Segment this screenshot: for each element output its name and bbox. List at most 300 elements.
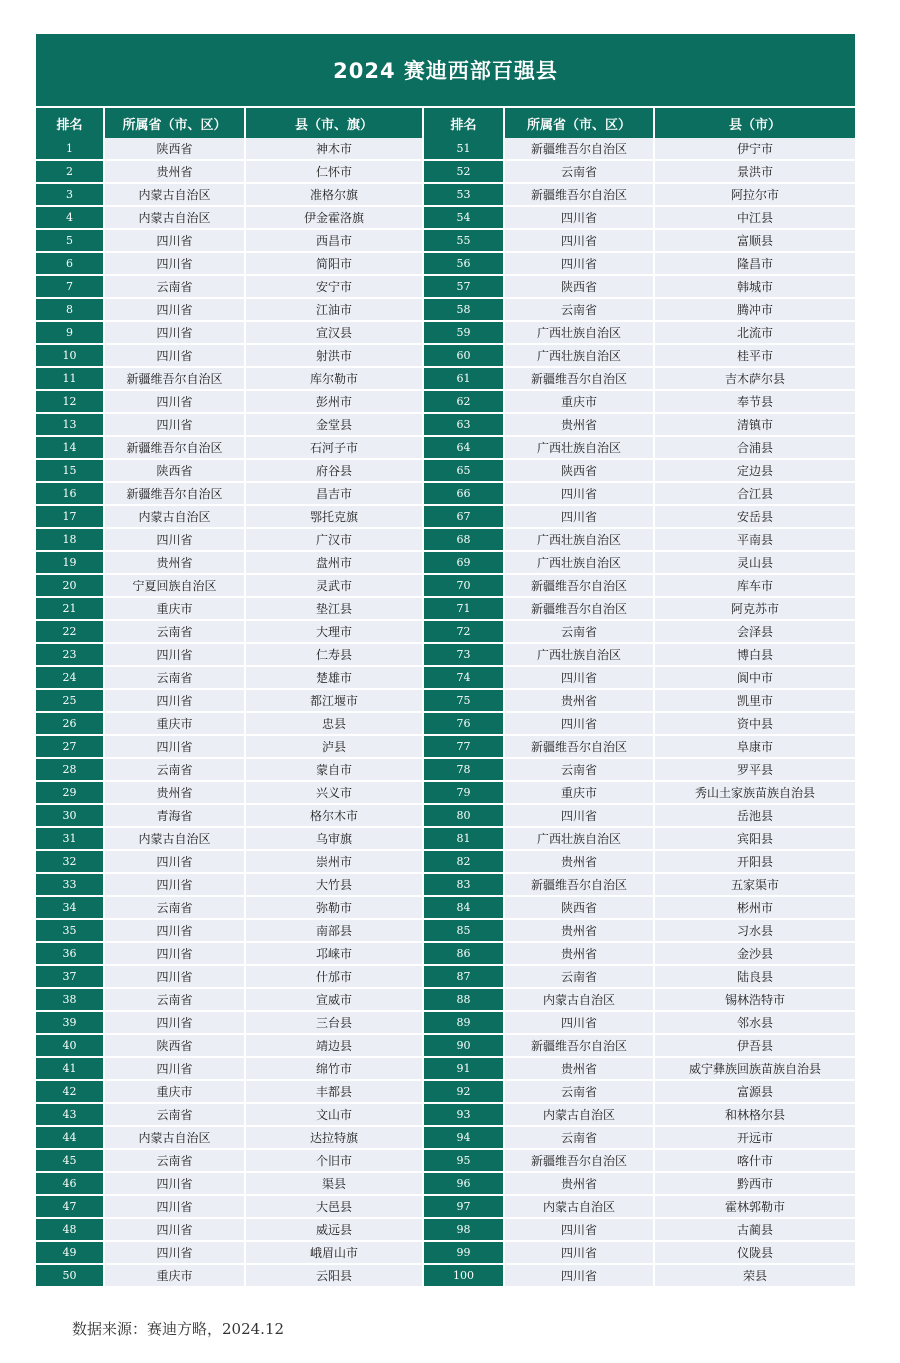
county-cell: 大理市 bbox=[245, 620, 423, 643]
county-cell: 开远市 bbox=[654, 1126, 855, 1149]
county-cell: 忠县 bbox=[245, 712, 423, 735]
province-cell: 云南省 bbox=[504, 298, 654, 321]
rank-cell: 85 bbox=[423, 919, 504, 942]
county-cell: 黔西市 bbox=[654, 1172, 855, 1195]
header-rank-left: 排名 bbox=[36, 108, 104, 138]
province-cell: 云南省 bbox=[504, 1126, 654, 1149]
rank-cell: 13 bbox=[36, 413, 104, 436]
table-row bbox=[36, 321, 855, 344]
rank-cell: 3 bbox=[36, 183, 104, 206]
province-cell: 贵州省 bbox=[504, 413, 654, 436]
rank-cell: 2 bbox=[36, 160, 104, 183]
county-cell: 会泽县 bbox=[654, 620, 855, 643]
rank-cell: 21 bbox=[36, 597, 104, 620]
rank-cell: 17 bbox=[36, 505, 104, 528]
province-cell: 陕西省 bbox=[104, 138, 245, 160]
rank-cell: 59 bbox=[423, 321, 504, 344]
rank-cell: 90 bbox=[423, 1034, 504, 1057]
rank-cell: 14 bbox=[36, 436, 104, 459]
rank-cell: 19 bbox=[36, 551, 104, 574]
county-cell: 安宁市 bbox=[245, 275, 423, 298]
rank-cell: 11 bbox=[36, 367, 104, 390]
table-row bbox=[36, 298, 855, 321]
county-cell: 习水县 bbox=[654, 919, 855, 942]
county-cell: 格尔木市 bbox=[245, 804, 423, 827]
rank-cell: 28 bbox=[36, 758, 104, 781]
province-cell: 贵州省 bbox=[504, 850, 654, 873]
table-header-row bbox=[36, 108, 855, 138]
county-cell: 锡林浩特市 bbox=[654, 988, 855, 1011]
rank-cell: 82 bbox=[423, 850, 504, 873]
county-cell: 韩城市 bbox=[654, 275, 855, 298]
table-row bbox=[36, 344, 855, 367]
county-cell: 蒙自市 bbox=[245, 758, 423, 781]
table-row bbox=[36, 804, 855, 827]
province-cell: 内蒙古自治区 bbox=[104, 206, 245, 229]
header-county-right: 县（市） bbox=[654, 108, 855, 138]
rank-cell: 26 bbox=[36, 712, 104, 735]
table-row bbox=[36, 1172, 855, 1195]
county-cell: 陆良县 bbox=[654, 965, 855, 988]
rank-cell: 42 bbox=[36, 1080, 104, 1103]
province-cell: 新疆维吾尔自治区 bbox=[104, 367, 245, 390]
province-cell: 新疆维吾尔自治区 bbox=[504, 597, 654, 620]
rank-cell: 48 bbox=[36, 1218, 104, 1241]
province-cell: 广西壮族自治区 bbox=[504, 551, 654, 574]
rank-cell: 29 bbox=[36, 781, 104, 804]
province-cell: 四川省 bbox=[104, 1057, 245, 1080]
county-cell: 五家渠市 bbox=[654, 873, 855, 896]
rank-cell: 51 bbox=[423, 138, 504, 160]
rank-cell: 46 bbox=[36, 1172, 104, 1195]
county-cell: 广汉市 bbox=[245, 528, 423, 551]
rank-cell: 68 bbox=[423, 528, 504, 551]
rank-cell: 76 bbox=[423, 712, 504, 735]
rank-cell: 64 bbox=[423, 436, 504, 459]
province-cell: 广西壮族自治区 bbox=[504, 528, 654, 551]
table-row bbox=[36, 758, 855, 781]
rank-cell: 7 bbox=[36, 275, 104, 298]
county-cell: 昌吉市 bbox=[245, 482, 423, 505]
rank-cell: 37 bbox=[36, 965, 104, 988]
county-cell: 邻水县 bbox=[654, 1011, 855, 1034]
rank-cell: 24 bbox=[36, 666, 104, 689]
province-cell: 四川省 bbox=[504, 229, 654, 252]
county-cell: 资中县 bbox=[654, 712, 855, 735]
rank-cell: 35 bbox=[36, 919, 104, 942]
province-cell: 内蒙古自治区 bbox=[504, 1103, 654, 1126]
rank-cell: 83 bbox=[423, 873, 504, 896]
county-cell: 博白县 bbox=[654, 643, 855, 666]
table-row bbox=[36, 1149, 855, 1172]
county-cell: 古蔺县 bbox=[654, 1218, 855, 1241]
rank-cell: 33 bbox=[36, 873, 104, 896]
province-cell: 四川省 bbox=[504, 804, 654, 827]
county-cell: 腾冲市 bbox=[654, 298, 855, 321]
county-cell: 阿克苏市 bbox=[654, 597, 855, 620]
county-cell: 乌审旗 bbox=[245, 827, 423, 850]
rank-cell: 66 bbox=[423, 482, 504, 505]
rank-cell: 36 bbox=[36, 942, 104, 965]
province-cell: 四川省 bbox=[504, 252, 654, 275]
table-row bbox=[36, 252, 855, 275]
province-cell: 云南省 bbox=[104, 1149, 245, 1172]
rank-cell: 86 bbox=[423, 942, 504, 965]
province-cell: 云南省 bbox=[104, 666, 245, 689]
province-cell: 贵州省 bbox=[104, 551, 245, 574]
county-cell: 兴义市 bbox=[245, 781, 423, 804]
ranking-table bbox=[36, 108, 855, 1288]
rank-cell: 40 bbox=[36, 1034, 104, 1057]
county-cell: 阜康市 bbox=[654, 735, 855, 758]
county-cell: 三台县 bbox=[245, 1011, 423, 1034]
province-cell: 新疆维吾尔自治区 bbox=[504, 735, 654, 758]
rank-cell: 39 bbox=[36, 1011, 104, 1034]
province-cell: 四川省 bbox=[104, 528, 245, 551]
county-cell: 彭州市 bbox=[245, 390, 423, 413]
province-cell: 四川省 bbox=[504, 666, 654, 689]
county-cell: 简阳市 bbox=[245, 252, 423, 275]
province-cell: 四川省 bbox=[104, 873, 245, 896]
county-cell: 宣威市 bbox=[245, 988, 423, 1011]
county-cell: 鄂托克旗 bbox=[245, 505, 423, 528]
rank-cell: 91 bbox=[423, 1057, 504, 1080]
rank-cell: 97 bbox=[423, 1195, 504, 1218]
province-cell: 四川省 bbox=[104, 1241, 245, 1264]
province-cell: 云南省 bbox=[504, 758, 654, 781]
rank-cell: 62 bbox=[423, 390, 504, 413]
county-cell: 宣汉县 bbox=[245, 321, 423, 344]
county-cell: 文山市 bbox=[245, 1103, 423, 1126]
county-cell: 威宁彝族回族苗族自治县 bbox=[654, 1057, 855, 1080]
rank-cell: 71 bbox=[423, 597, 504, 620]
county-cell: 岳池县 bbox=[654, 804, 855, 827]
table-row bbox=[36, 229, 855, 252]
table-row bbox=[36, 689, 855, 712]
rank-cell: 27 bbox=[36, 735, 104, 758]
province-cell: 四川省 bbox=[504, 206, 654, 229]
county-cell: 邛崃市 bbox=[245, 942, 423, 965]
table-row bbox=[36, 735, 855, 758]
province-cell: 四川省 bbox=[104, 735, 245, 758]
rank-cell: 77 bbox=[423, 735, 504, 758]
county-cell: 荣县 bbox=[654, 1264, 855, 1287]
province-cell: 四川省 bbox=[104, 689, 245, 712]
source-note: 数据来源：赛迪方略，2024.12 bbox=[72, 1320, 285, 1338]
province-cell: 内蒙古自治区 bbox=[104, 183, 245, 206]
county-cell: 神木市 bbox=[245, 138, 423, 160]
rank-cell: 72 bbox=[423, 620, 504, 643]
rank-cell: 65 bbox=[423, 459, 504, 482]
province-cell: 四川省 bbox=[504, 1218, 654, 1241]
table-row bbox=[36, 965, 855, 988]
table-row bbox=[36, 1057, 855, 1080]
county-cell: 达拉特旗 bbox=[245, 1126, 423, 1149]
county-cell: 吉木萨尔县 bbox=[654, 367, 855, 390]
province-cell: 四川省 bbox=[104, 1011, 245, 1034]
province-cell: 内蒙古自治区 bbox=[504, 988, 654, 1011]
table-row bbox=[36, 1126, 855, 1149]
county-cell: 罗平县 bbox=[654, 758, 855, 781]
province-cell: 云南省 bbox=[104, 1103, 245, 1126]
county-cell: 秀山土家族苗族自治县 bbox=[654, 781, 855, 804]
province-cell: 贵州省 bbox=[504, 689, 654, 712]
table-row bbox=[36, 988, 855, 1011]
province-cell: 四川省 bbox=[504, 1011, 654, 1034]
province-cell: 宁夏回族自治区 bbox=[104, 574, 245, 597]
province-cell: 重庆市 bbox=[104, 1264, 245, 1287]
table-row bbox=[36, 620, 855, 643]
county-cell: 灵武市 bbox=[245, 574, 423, 597]
rank-cell: 9 bbox=[36, 321, 104, 344]
province-cell: 四川省 bbox=[104, 965, 245, 988]
county-cell: 凯里市 bbox=[654, 689, 855, 712]
county-cell: 隆昌市 bbox=[654, 252, 855, 275]
table-row bbox=[36, 919, 855, 942]
rank-cell: 16 bbox=[36, 482, 104, 505]
table-row bbox=[36, 574, 855, 597]
rank-cell: 93 bbox=[423, 1103, 504, 1126]
table-row bbox=[36, 1103, 855, 1126]
county-cell: 绵竹市 bbox=[245, 1057, 423, 1080]
province-cell: 广西壮族自治区 bbox=[504, 827, 654, 850]
table-row bbox=[36, 160, 855, 183]
rank-cell: 50 bbox=[36, 1264, 104, 1287]
rank-cell: 94 bbox=[423, 1126, 504, 1149]
rank-cell: 25 bbox=[36, 689, 104, 712]
province-cell: 贵州省 bbox=[504, 1057, 654, 1080]
province-cell: 重庆市 bbox=[104, 712, 245, 735]
county-cell: 北流市 bbox=[654, 321, 855, 344]
table-row bbox=[36, 275, 855, 298]
county-cell: 喀什市 bbox=[654, 1149, 855, 1172]
table-row bbox=[36, 827, 855, 850]
province-cell: 广西壮族自治区 bbox=[504, 344, 654, 367]
county-cell: 仁怀市 bbox=[245, 160, 423, 183]
rank-cell: 41 bbox=[36, 1057, 104, 1080]
province-cell: 四川省 bbox=[104, 919, 245, 942]
rank-cell: 58 bbox=[423, 298, 504, 321]
county-cell: 峨眉山市 bbox=[245, 1241, 423, 1264]
county-cell: 个旧市 bbox=[245, 1149, 423, 1172]
table-row bbox=[36, 505, 855, 528]
province-cell: 云南省 bbox=[504, 1080, 654, 1103]
province-cell: 云南省 bbox=[104, 988, 245, 1011]
rank-cell: 12 bbox=[36, 390, 104, 413]
county-cell: 开阳县 bbox=[654, 850, 855, 873]
rank-cell: 74 bbox=[423, 666, 504, 689]
province-cell: 重庆市 bbox=[104, 1080, 245, 1103]
rank-cell: 63 bbox=[423, 413, 504, 436]
province-cell: 四川省 bbox=[504, 712, 654, 735]
province-cell: 贵州省 bbox=[504, 919, 654, 942]
county-cell: 准格尔旗 bbox=[245, 183, 423, 206]
county-cell: 定边县 bbox=[654, 459, 855, 482]
county-cell: 云阳县 bbox=[245, 1264, 423, 1287]
table-row bbox=[36, 942, 855, 965]
province-cell: 青海省 bbox=[104, 804, 245, 827]
rank-cell: 75 bbox=[423, 689, 504, 712]
province-cell: 四川省 bbox=[504, 505, 654, 528]
province-cell: 四川省 bbox=[104, 1218, 245, 1241]
province-cell: 广西壮族自治区 bbox=[504, 321, 654, 344]
province-cell: 云南省 bbox=[104, 896, 245, 919]
header-province-right: 所属省（市、区） bbox=[504, 108, 654, 138]
rank-cell: 23 bbox=[36, 643, 104, 666]
county-cell: 金堂县 bbox=[245, 413, 423, 436]
table-row bbox=[36, 896, 855, 919]
province-cell: 重庆市 bbox=[104, 597, 245, 620]
table-row bbox=[36, 367, 855, 390]
header-county-left: 县（市、旗） bbox=[245, 108, 423, 138]
province-cell: 四川省 bbox=[104, 298, 245, 321]
county-cell: 泸县 bbox=[245, 735, 423, 758]
table-row bbox=[36, 1241, 855, 1264]
rank-cell: 6 bbox=[36, 252, 104, 275]
table-row bbox=[36, 1195, 855, 1218]
province-cell: 四川省 bbox=[104, 1195, 245, 1218]
county-cell: 金沙县 bbox=[654, 942, 855, 965]
county-cell: 库车市 bbox=[654, 574, 855, 597]
table-row bbox=[36, 482, 855, 505]
rank-cell: 22 bbox=[36, 620, 104, 643]
province-cell: 云南省 bbox=[104, 275, 245, 298]
province-cell: 四川省 bbox=[104, 344, 245, 367]
table-row bbox=[36, 1218, 855, 1241]
rank-cell: 52 bbox=[423, 160, 504, 183]
rank-cell: 5 bbox=[36, 229, 104, 252]
province-cell: 贵州省 bbox=[504, 942, 654, 965]
province-cell: 广西壮族自治区 bbox=[504, 643, 654, 666]
county-cell: 威远县 bbox=[245, 1218, 423, 1241]
province-cell: 云南省 bbox=[504, 160, 654, 183]
province-cell: 新疆维吾尔自治区 bbox=[504, 138, 654, 160]
rank-cell: 45 bbox=[36, 1149, 104, 1172]
province-cell: 陕西省 bbox=[504, 459, 654, 482]
rank-cell: 30 bbox=[36, 804, 104, 827]
rank-cell: 100 bbox=[423, 1264, 504, 1287]
table-row bbox=[36, 873, 855, 896]
rank-cell: 38 bbox=[36, 988, 104, 1011]
table-body bbox=[36, 138, 855, 1287]
table-row bbox=[36, 850, 855, 873]
rank-cell: 54 bbox=[423, 206, 504, 229]
province-cell: 新疆维吾尔自治区 bbox=[504, 873, 654, 896]
county-cell: 奉节县 bbox=[654, 390, 855, 413]
province-cell: 重庆市 bbox=[504, 390, 654, 413]
rank-cell: 55 bbox=[423, 229, 504, 252]
rank-cell: 18 bbox=[36, 528, 104, 551]
county-cell: 灵山县 bbox=[654, 551, 855, 574]
rank-cell: 20 bbox=[36, 574, 104, 597]
rank-cell: 8 bbox=[36, 298, 104, 321]
table-row bbox=[36, 551, 855, 574]
rank-cell: 34 bbox=[36, 896, 104, 919]
county-cell: 仪陇县 bbox=[654, 1241, 855, 1264]
rank-cell: 95 bbox=[423, 1149, 504, 1172]
county-cell: 弥勒市 bbox=[245, 896, 423, 919]
table-row bbox=[36, 413, 855, 436]
table-row bbox=[36, 712, 855, 735]
rank-cell: 1 bbox=[36, 138, 104, 160]
province-cell: 陕西省 bbox=[104, 459, 245, 482]
county-cell: 什邡市 bbox=[245, 965, 423, 988]
rank-cell: 70 bbox=[423, 574, 504, 597]
province-cell: 新疆维吾尔自治区 bbox=[504, 367, 654, 390]
province-cell: 贵州省 bbox=[504, 1172, 654, 1195]
rank-cell: 44 bbox=[36, 1126, 104, 1149]
county-cell: 库尔勒市 bbox=[245, 367, 423, 390]
rank-cell: 80 bbox=[423, 804, 504, 827]
rank-cell: 15 bbox=[36, 459, 104, 482]
rank-cell: 61 bbox=[423, 367, 504, 390]
county-cell: 大邑县 bbox=[245, 1195, 423, 1218]
province-cell: 四川省 bbox=[504, 1264, 654, 1287]
header-province-left: 所属省（市、区） bbox=[104, 108, 245, 138]
county-cell: 阿拉尔市 bbox=[654, 183, 855, 206]
county-cell: 霍林郭勒市 bbox=[654, 1195, 855, 1218]
rank-cell: 89 bbox=[423, 1011, 504, 1034]
county-cell: 伊吾县 bbox=[654, 1034, 855, 1057]
county-cell: 崇州市 bbox=[245, 850, 423, 873]
county-cell: 阆中市 bbox=[654, 666, 855, 689]
county-cell: 西昌市 bbox=[245, 229, 423, 252]
province-cell: 四川省 bbox=[104, 413, 245, 436]
province-cell: 四川省 bbox=[504, 482, 654, 505]
province-cell: 云南省 bbox=[504, 620, 654, 643]
province-cell: 新疆维吾尔自治区 bbox=[504, 183, 654, 206]
rank-cell: 4 bbox=[36, 206, 104, 229]
rank-cell: 78 bbox=[423, 758, 504, 781]
province-cell: 贵州省 bbox=[104, 160, 245, 183]
table-row bbox=[36, 390, 855, 413]
county-cell: 中江县 bbox=[654, 206, 855, 229]
rank-cell: 88 bbox=[423, 988, 504, 1011]
table-row bbox=[36, 436, 855, 459]
rank-cell: 56 bbox=[423, 252, 504, 275]
rank-cell: 43 bbox=[36, 1103, 104, 1126]
province-cell: 四川省 bbox=[104, 850, 245, 873]
province-cell: 内蒙古自治区 bbox=[104, 827, 245, 850]
province-cell: 内蒙古自治区 bbox=[504, 1195, 654, 1218]
province-cell: 贵州省 bbox=[104, 781, 245, 804]
province-cell: 四川省 bbox=[104, 1172, 245, 1195]
province-cell: 四川省 bbox=[104, 321, 245, 344]
rank-cell: 57 bbox=[423, 275, 504, 298]
table-row bbox=[36, 183, 855, 206]
rank-cell: 32 bbox=[36, 850, 104, 873]
rank-cell: 53 bbox=[423, 183, 504, 206]
province-cell: 内蒙古自治区 bbox=[104, 1126, 245, 1149]
rank-cell: 98 bbox=[423, 1218, 504, 1241]
rank-cell: 10 bbox=[36, 344, 104, 367]
rank-cell: 47 bbox=[36, 1195, 104, 1218]
rank-cell: 69 bbox=[423, 551, 504, 574]
province-cell: 四川省 bbox=[504, 1241, 654, 1264]
county-cell: 宾阳县 bbox=[654, 827, 855, 850]
county-cell: 富顺县 bbox=[654, 229, 855, 252]
header-rank-right: 排名 bbox=[423, 108, 504, 138]
table-title-bar bbox=[36, 34, 855, 106]
county-cell: 仁寿县 bbox=[245, 643, 423, 666]
county-cell: 合浦县 bbox=[654, 436, 855, 459]
rank-cell: 81 bbox=[423, 827, 504, 850]
county-cell: 平南县 bbox=[654, 528, 855, 551]
province-cell: 新疆维吾尔自治区 bbox=[504, 1149, 654, 1172]
table-row bbox=[36, 1080, 855, 1103]
province-cell: 广西壮族自治区 bbox=[504, 436, 654, 459]
province-cell: 陕西省 bbox=[104, 1034, 245, 1057]
